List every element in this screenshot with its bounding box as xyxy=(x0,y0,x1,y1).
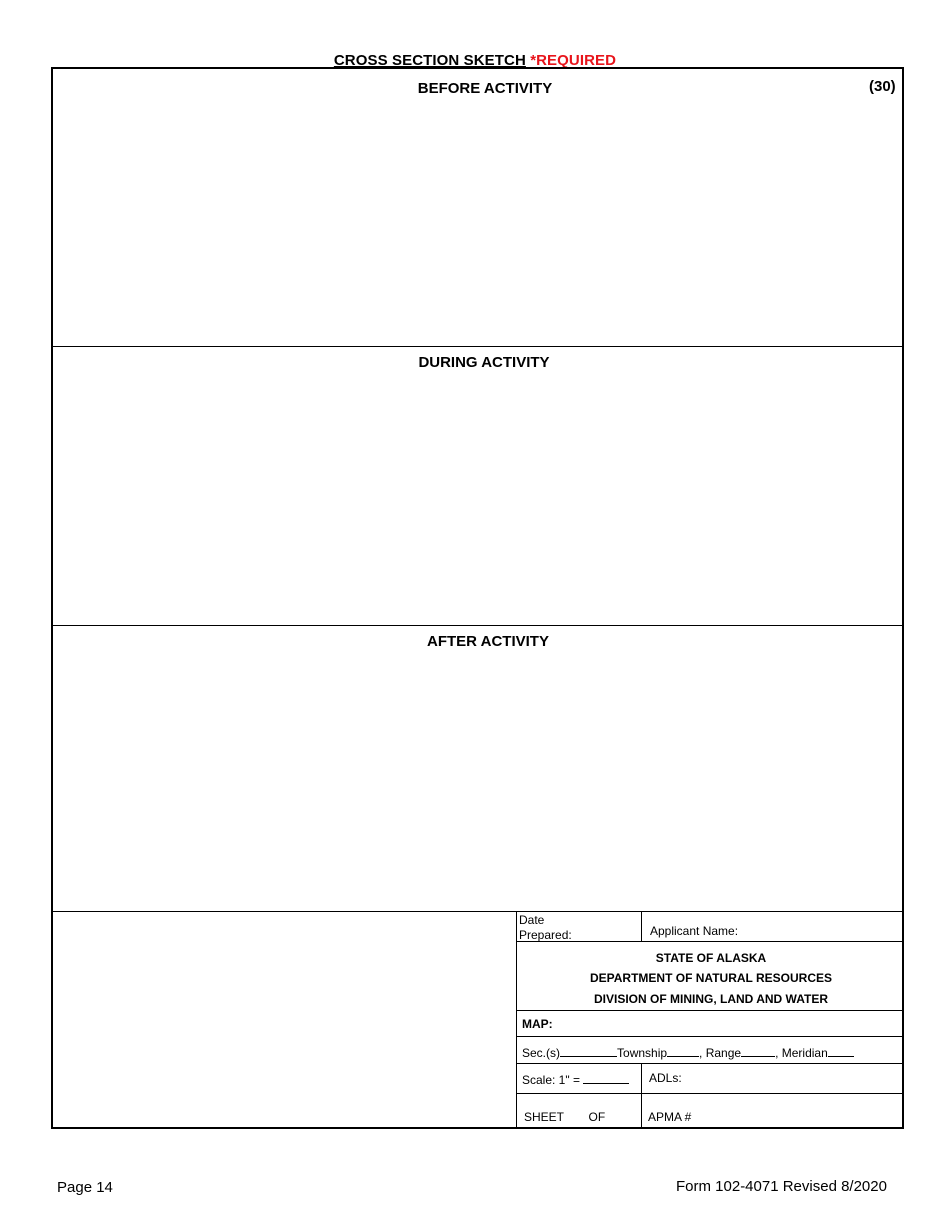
apma-field[interactable] xyxy=(696,1100,900,1124)
form-number: Form 102-4071 Revised 8/2020 xyxy=(676,1178,887,1195)
applicant-name-label: Applicant Name: xyxy=(650,924,739,938)
page-number: Page 14 xyxy=(57,1179,113,1196)
apma-label: APMA # xyxy=(648,1110,692,1124)
titleblock-divider-top xyxy=(641,911,642,941)
scale-row xyxy=(522,1072,629,1087)
divider-after-titleblock xyxy=(52,911,904,912)
location-row xyxy=(522,1045,854,1060)
agency-state: STATE OF ALASKA xyxy=(655,951,767,965)
sec-label: Sec.(s) xyxy=(522,1046,561,1060)
title-text: CROSS SECTION SKETCH xyxy=(333,52,526,69)
adls-field[interactable] xyxy=(686,1068,900,1088)
scale-label: Scale: 1" = xyxy=(522,1073,580,1087)
agency-division: DIVISION OF MINING, LAND AND WATER xyxy=(594,992,828,1006)
map-field[interactable] xyxy=(556,1014,900,1032)
before-sketch-area[interactable] xyxy=(53,100,903,344)
divider-before-during xyxy=(52,346,904,347)
map-label: MAP: xyxy=(522,1017,553,1031)
divider-during-after xyxy=(52,625,904,626)
adls-label: ADLs: xyxy=(649,1071,682,1085)
notes-area[interactable] xyxy=(53,913,515,1127)
meridian-label: , Meridian xyxy=(775,1046,828,1060)
required-marker: *REQUIRED xyxy=(530,52,617,69)
meridian-field[interactable] xyxy=(828,1045,854,1057)
range-label: , Range xyxy=(699,1046,742,1060)
range-field[interactable] xyxy=(741,1045,775,1057)
township-field[interactable] xyxy=(667,1045,699,1057)
applicant-name-field[interactable] xyxy=(740,920,900,938)
titleblock-line-2 xyxy=(517,1010,904,1011)
question-number: (30) xyxy=(869,78,896,95)
sec-field[interactable] xyxy=(560,1045,617,1057)
before-activity-label: BEFORE ACTIVITY xyxy=(417,80,553,97)
of-label: OF xyxy=(588,1110,606,1124)
during-activity-label: DURING ACTIVITY xyxy=(418,354,550,371)
after-activity-label: AFTER ACTIVITY xyxy=(427,633,549,650)
titleblock-line-3 xyxy=(517,1036,904,1037)
sheet-row xyxy=(524,1110,605,1124)
titleblock-left-border xyxy=(516,911,517,1129)
titleblock-line-1 xyxy=(517,941,904,942)
during-sketch-area[interactable] xyxy=(53,374,903,623)
after-sketch-area[interactable] xyxy=(53,653,903,909)
date-prepared-field[interactable] xyxy=(572,928,638,940)
titleblock-line-5 xyxy=(517,1093,904,1094)
agency-department: DEPARTMENT OF NATURAL RESOURCES xyxy=(589,971,832,985)
scale-field[interactable] xyxy=(583,1072,629,1084)
township-label: Township xyxy=(617,1046,668,1060)
titleblock-line-4 xyxy=(517,1063,904,1064)
sheet-label: SHEET xyxy=(524,1110,564,1124)
date-prepared-label: Date Prepared: xyxy=(519,913,572,942)
titleblock-divider-bottom xyxy=(641,1063,642,1129)
